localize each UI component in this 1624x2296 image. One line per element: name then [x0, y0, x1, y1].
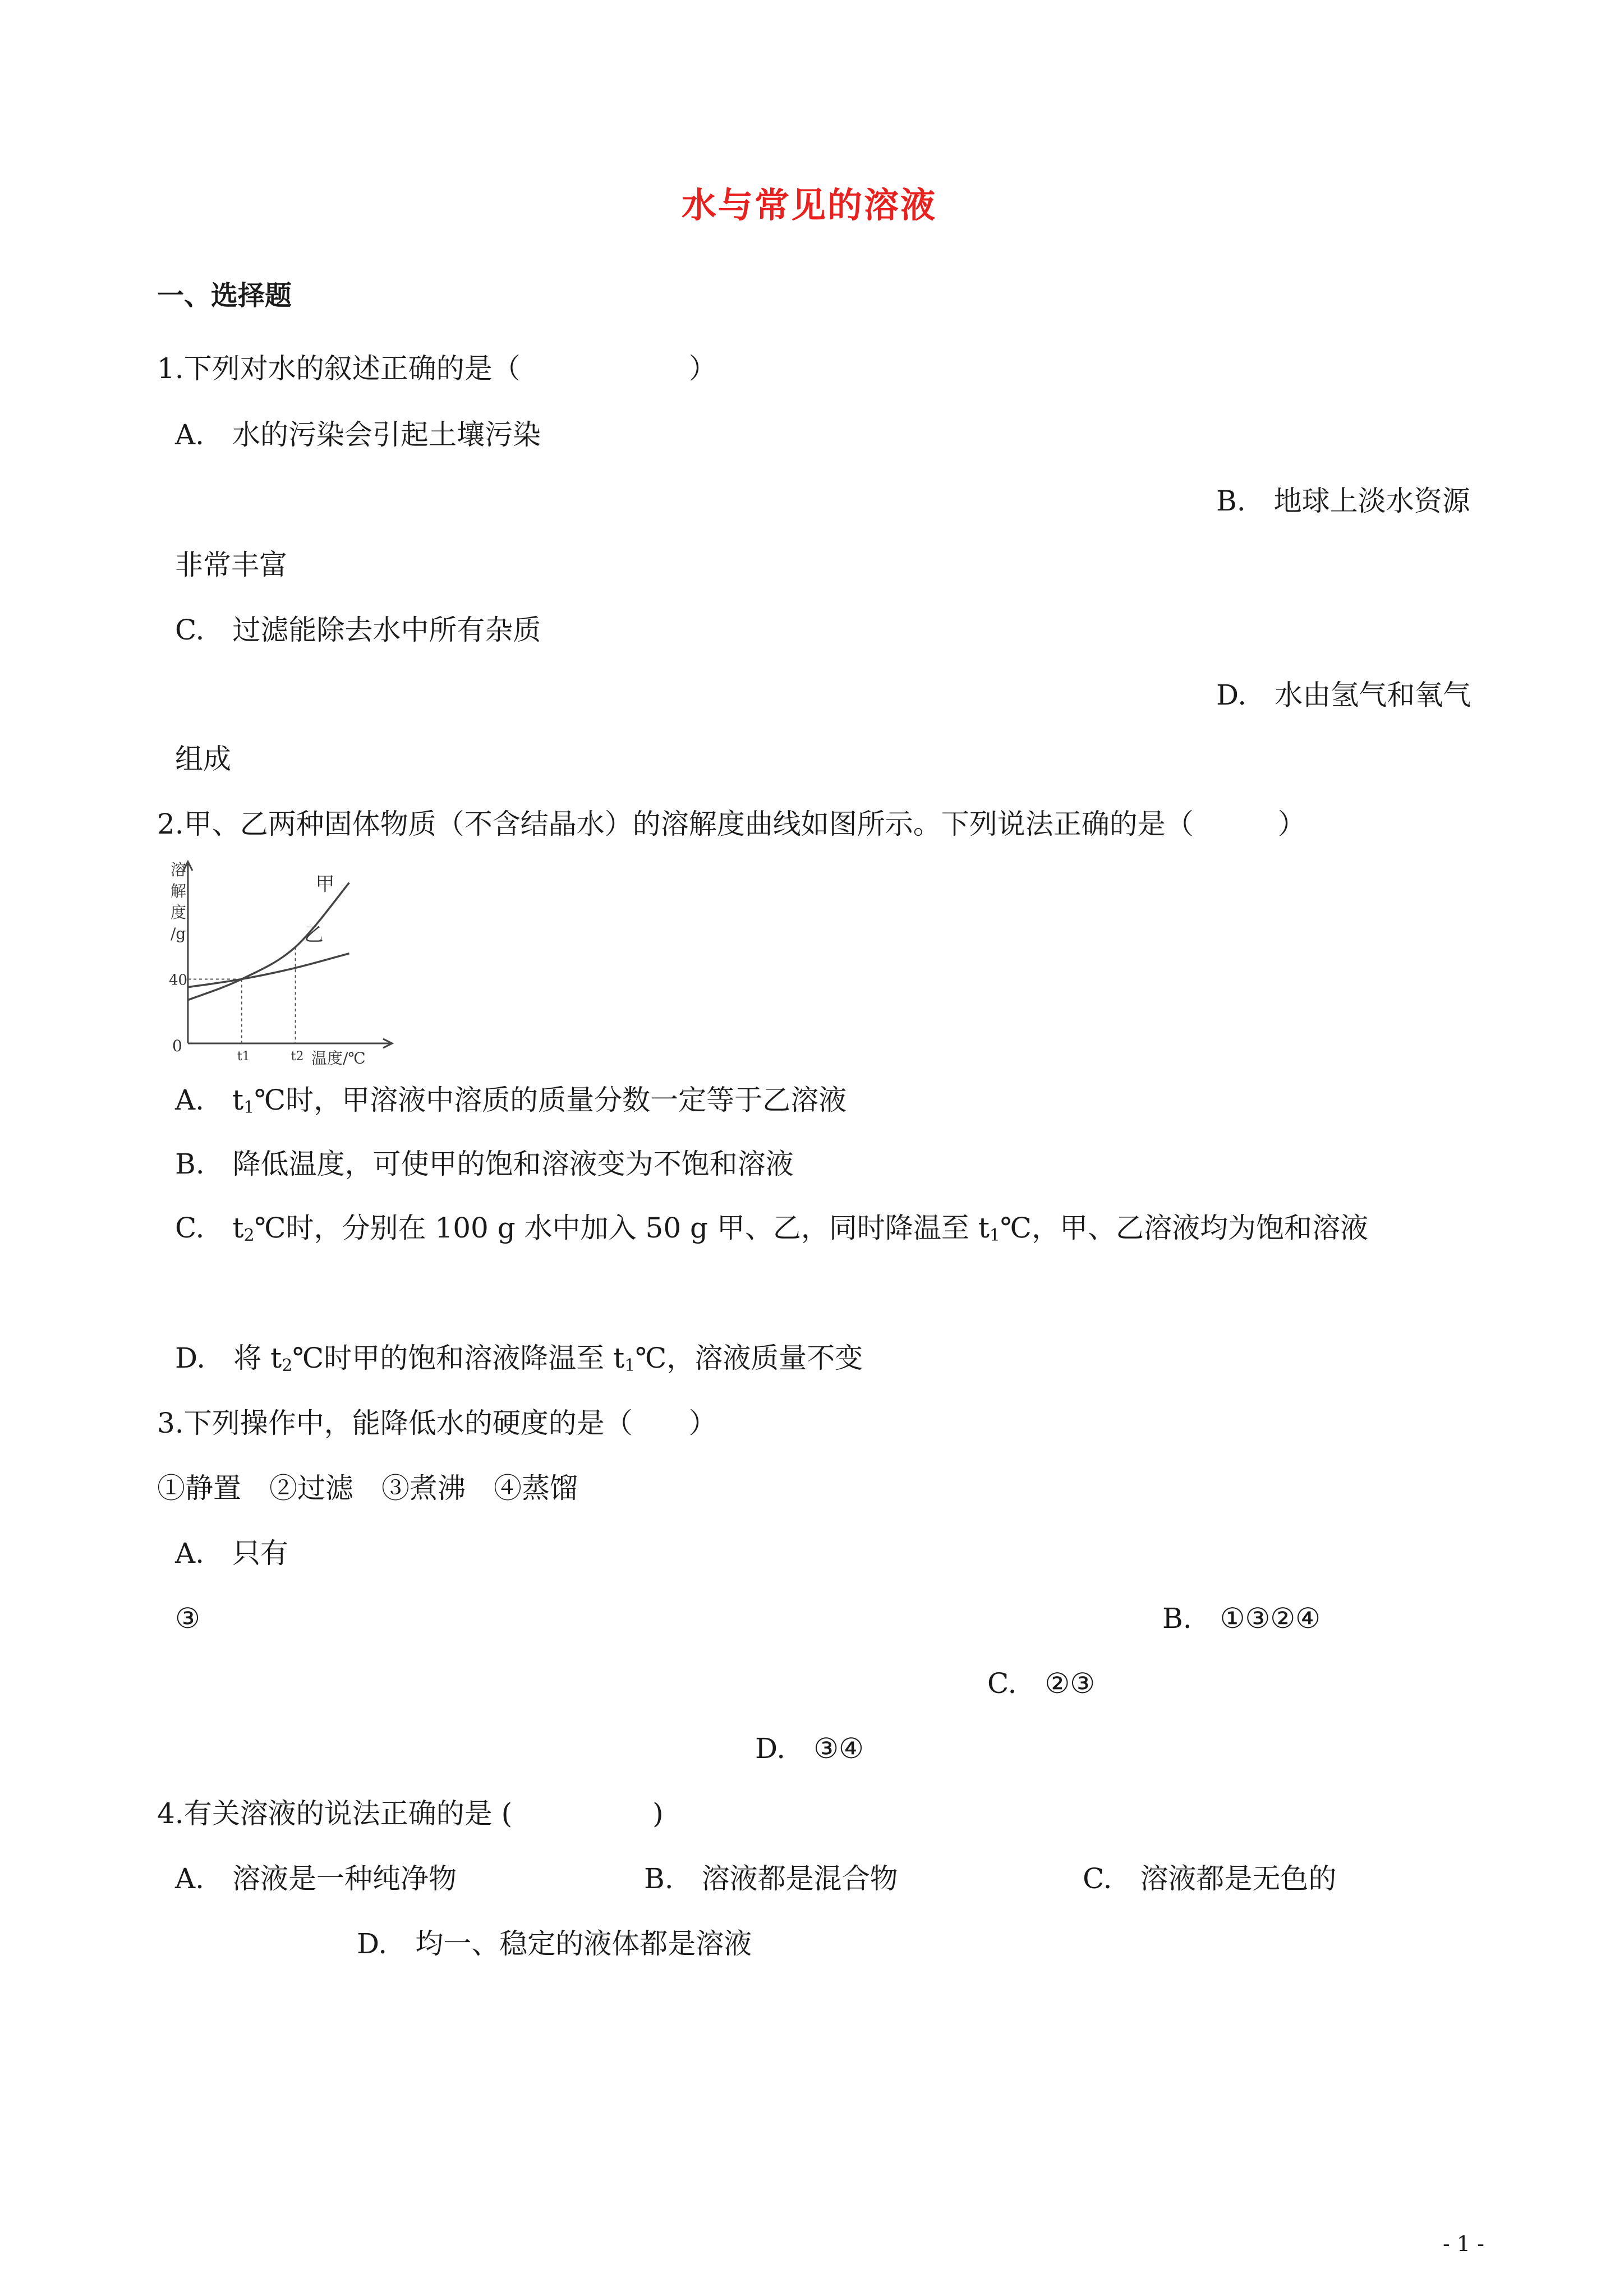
option-letter: C. [1083, 1862, 1112, 1895]
option-letter: D. [175, 1342, 206, 1374]
option-text: 地球上淡水资源 [1273, 485, 1470, 517]
q1-option-b-wrap: 非常丰富 [175, 549, 287, 581]
q1-option-a [175, 418, 541, 451]
option-letter: A. [175, 1537, 205, 1570]
series-label: 甲 [315, 873, 335, 896]
option-text: 溶液都是混合物 [701, 1862, 898, 1895]
option-text: ③④ [813, 1732, 864, 1765]
option-letter: D. [357, 1927, 388, 1960]
q3-option-a [175, 1537, 289, 1570]
option-letter: C. [987, 1667, 1017, 1700]
solubility-chart [168, 858, 404, 1066]
series-line-yi [188, 954, 349, 987]
option-text: 均一、稳定的液体都是溶液 [415, 1927, 752, 1960]
q2-option-b [175, 1150, 794, 1178]
x-axis-label: 温度/℃ [311, 1049, 366, 1066]
q4-option-b [644, 1862, 898, 1895]
q3-items: ①静置 ②过滤 ③煮沸 ④蒸馏 [157, 1472, 578, 1504]
option-letter: A. [175, 1084, 205, 1116]
q3-option-b [1162, 1602, 1321, 1635]
y-axis-label: /g [171, 924, 186, 943]
page-title: 水与常见的溶液 [682, 185, 937, 226]
q2-option-d [175, 1344, 863, 1374]
q4-option-d [357, 1927, 752, 1960]
q1-option-b [1216, 487, 1470, 515]
question-2-stem: 2.甲、乙两种固体物质（不含结晶水）的溶解度曲线如图所示。下列说法正确的是（ ） [157, 808, 1306, 840]
q4-option-a [175, 1862, 457, 1895]
question-4-stem: 4.有关溶液的说法正确的是 ( ) [157, 1797, 664, 1830]
question-1-stem: 1.下列对水的叙述正确的是（ ） [157, 352, 717, 385]
section-heading: 一、选择题 [157, 280, 292, 311]
option-text-post: ℃，溶液质量不变 [635, 1342, 863, 1374]
q1-option-d [1216, 681, 1471, 709]
subscript: 1 [989, 1226, 1001, 1245]
option-letter: B. [1162, 1602, 1192, 1635]
option-letter: A. [175, 418, 205, 451]
option-letter: B. [1216, 485, 1246, 517]
origin-label: 0 [172, 1037, 182, 1055]
option-text-mid: ℃时，分别在 100 g 水中加入 50 g 甲、乙，同时降温至 t [254, 1212, 990, 1244]
option-text: 水的污染会引起土壤污染 [232, 418, 541, 451]
option-text: 降低温度，可使甲的饱和溶液变为不饱和溶液 [232, 1148, 794, 1180]
series-label: 乙 [304, 923, 324, 946]
q4-option-c [1083, 1862, 1337, 1895]
chart-labels [169, 861, 366, 1066]
q3-option-a-wrap: ③ [175, 1602, 200, 1635]
subscript: 1 [624, 1356, 636, 1375]
y-axis-label: 解 [171, 882, 187, 900]
page-number: - 1 - [1443, 2231, 1485, 2256]
option-text: 水由氢气和氧气 [1275, 679, 1471, 711]
option-text: 过滤能除去水中所有杂质 [232, 614, 541, 646]
option-text-pre: 将 t [233, 1342, 282, 1374]
subscript: 2 [243, 1226, 255, 1245]
option-text: 溶液是一种纯净物 [232, 1862, 457, 1895]
question-3-stem: 3.下列操作中，能降低水的硬度的是（ ） [157, 1407, 717, 1439]
option-letter: A. [175, 1862, 205, 1895]
option-text: 溶液都是无色的 [1140, 1862, 1337, 1895]
q2-option-a [175, 1086, 846, 1116]
option-text-post: ℃时，甲溶液中溶质的质量分数一定等于乙溶液 [254, 1084, 847, 1116]
option-letter: D. [755, 1732, 786, 1765]
y-axis-label: 溶 [171, 861, 187, 879]
subscript: 1 [243, 1098, 255, 1117]
option-letter: C. [175, 614, 205, 646]
option-text: 只有 [232, 1537, 289, 1570]
option-letter: C. [175, 1212, 205, 1244]
option-text-mid: ℃时甲的饱和溶液降温至 t [292, 1342, 625, 1374]
option-letter: B. [644, 1862, 674, 1895]
q3-option-c [987, 1667, 1096, 1700]
x-tick-label: t1 [237, 1050, 250, 1064]
option-text: ①③②④ [1220, 1602, 1321, 1635]
x-tick-label: t2 [291, 1050, 304, 1064]
q1-option-d-wrap: 组成 [175, 743, 231, 775]
q3-option-d [755, 1734, 864, 1763]
series-line-jia [188, 883, 349, 1000]
y-axis-label: 度 [171, 903, 187, 922]
chart-axes [183, 862, 392, 1048]
option-text-pre: t [232, 1212, 244, 1244]
q1-option-c [175, 616, 541, 644]
y-tick-label: 40 [169, 972, 188, 989]
option-letter: D. [1216, 679, 1247, 711]
chart-series [188, 883, 349, 1000]
option-letter: B. [175, 1148, 205, 1180]
option-text: ②③ [1045, 1667, 1096, 1700]
option-text-post: ℃，甲、乙溶液均为饱和溶液 [1000, 1212, 1368, 1244]
option-text-pre: t [232, 1084, 244, 1116]
q2-option-c [175, 1214, 1368, 1244]
subscript: 2 [282, 1356, 293, 1375]
